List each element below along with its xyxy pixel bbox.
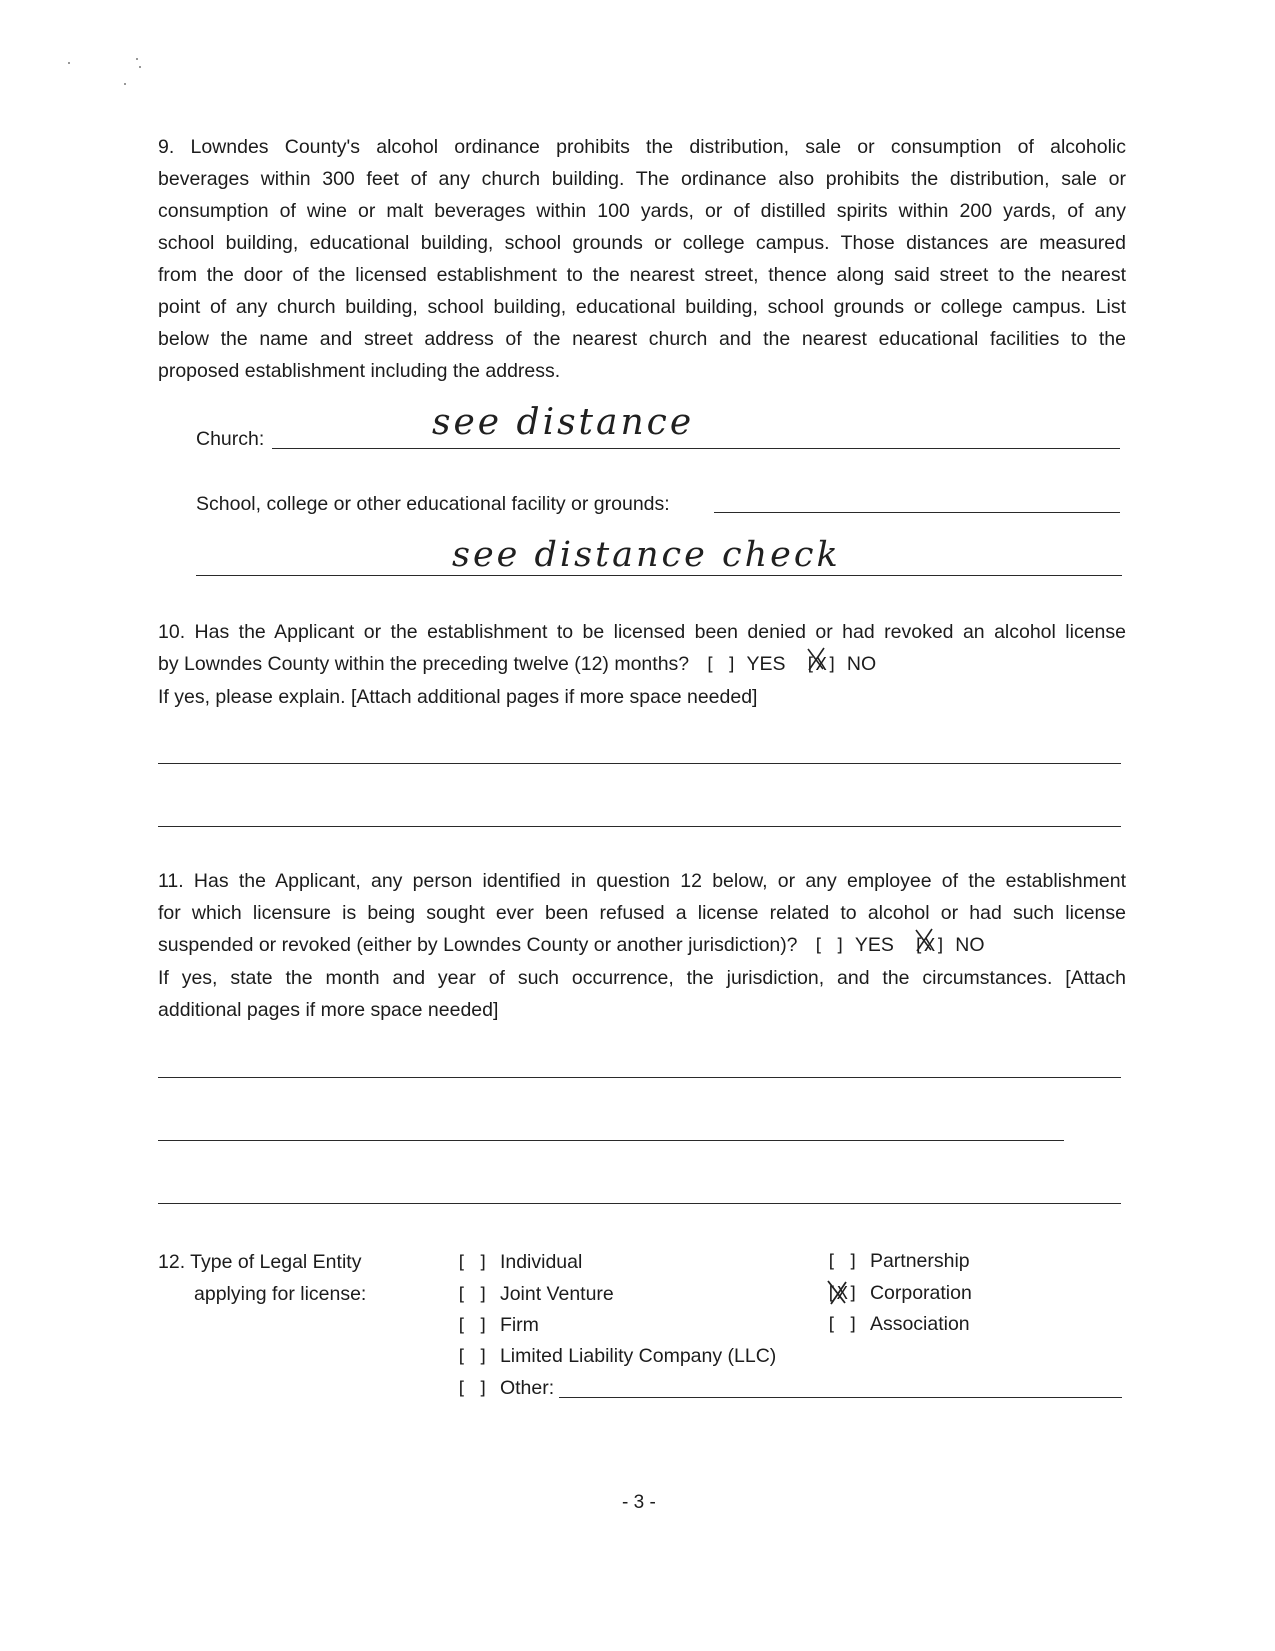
option-label: Individual [499,1251,583,1273]
q9-line: 9. Lowndes County's alcohol ordinance prohibits the distribution, sale or consumption of alcoholic [158,136,1126,158]
entity-option-individual[interactable] [456,1250,582,1275]
q11-answer-line-2[interactable] [158,1140,1064,1141]
q9-line: below the name and street address of the nearest church and the nearest educational facilities to the [158,328,1126,350]
q10-no-box-text: [X] [804,654,838,675]
q11-explain: additional pages if more space needed] [158,999,499,1021]
entity-option-other[interactable] [456,1376,554,1401]
question-9-text [158,131,1126,387]
question-10-text [158,616,1126,713]
x-mark-icon [803,645,829,673]
q10-line-with-checks [158,648,1126,681]
scan-speck [136,58,138,60]
q11-answer-line-3[interactable] [158,1203,1121,1204]
q10-no-checkbox-checked[interactable] [805,649,838,681]
q9-line: proposed establishment including the address. [158,360,561,382]
checkbox[interactable]: [ ] [456,1315,489,1336]
q11-yes-checkbox[interactable]: [ ] [812,935,846,956]
q9-line: consumption of wine or malt beverages within 100 yards, or of distilled spirits within 200 yards, of any [158,200,1126,222]
q11-no-label: NO [955,934,985,956]
checkbox[interactable]: [ ] [456,1284,489,1305]
entity-option-joint-venture[interactable] [456,1282,614,1307]
x-mark-icon [824,1278,850,1306]
checkbox[interactable]: [ ] [826,1314,859,1335]
q11-answer-line-1[interactable] [158,1077,1121,1078]
scan-speck [124,83,126,85]
q11-line: 11. Has the Applicant, any person identified in question 12 below, or any employee of the establishment [158,870,1126,892]
entity-option-llc[interactable] [456,1344,776,1369]
checkbox[interactable]: [ ] [456,1378,489,1399]
page-number: - 3 - [622,1492,656,1513]
church-answer-handwriting: see distance [432,402,695,443]
q11-explain: If yes, state the month and year of such occurrence, the jurisdiction, and the circumstances. [Attach [158,967,1126,989]
q10-question-end: by Lowndes County within the preceding twelve (12) months? [158,653,690,675]
checkbox[interactable]: [ ] [456,1346,489,1367]
entity-option-corporation[interactable] [826,1281,972,1306]
scan-speck [68,62,70,64]
q10-yes-checkbox[interactable]: [ ] [704,654,738,675]
school-answer-line-2[interactable] [196,575,1122,576]
option-label: Joint Venture [499,1283,614,1305]
other-entity-line[interactable] [559,1397,1122,1398]
checkbox-checked[interactable] [826,1282,859,1306]
scan-speck [139,66,141,68]
q10-yes-label: YES [746,653,786,675]
option-label: Limited Liability Company (LLC) [499,1345,777,1367]
q11-line: for which licensure is being sought ever been refused a license related to alcohol or had such license [158,902,1126,924]
q11-no-box-text: [X] [913,935,946,956]
school-answer-handwriting: see distance check [452,535,841,575]
option-label: Association [869,1313,970,1335]
checkbox[interactable]: [ ] [826,1251,859,1272]
q9-line: beverages within 300 feet of any church building. The ordinance also prohibits the distribution, sale or [158,168,1126,190]
option-label: Other: [499,1377,555,1399]
q10-answer-line-2[interactable] [158,826,1121,827]
question-11-text [158,865,1126,1026]
checkbox-text: [X] [826,1283,859,1304]
q10-explain: If yes, please explain. [Attach additional pages if more space needed] [158,686,758,708]
q9-line: point of any church building, school building, educational building, school grounds or college campus. List [158,296,1126,318]
q12-label-line-2: applying for license: [194,1283,367,1305]
entity-option-firm[interactable] [456,1313,539,1338]
q9-line: from the door of the licensed establishment to the nearest street, thence along said street to the nearest [158,264,1126,286]
q10-no-label: NO [846,653,877,675]
q11-no-checkbox-checked[interactable] [913,930,946,962]
checkbox[interactable]: [ ] [456,1252,489,1273]
option-label: Partnership [869,1250,970,1272]
q11-line-with-checks [158,929,1126,962]
entity-option-partnership[interactable] [826,1249,970,1274]
q11-yes-label: YES [854,934,894,956]
option-label: Corporation [869,1282,972,1304]
q10-answer-line-1[interactable] [158,763,1121,764]
x-mark-icon [911,926,937,954]
q9-line: school building, educational building, school grounds or college campus. Those distances are measured [158,232,1126,254]
q10-line: 10. Has the Applicant or the establishment to be licensed been denied or had revoked an alcohol license [158,621,1126,643]
q11-question-end: suspended or revoked (either by Lowndes County or another jurisdiction)? [158,934,798,956]
school-answer-line-1[interactable] [714,512,1120,513]
q12-label-line-1: 12. Type of Legal Entity [158,1251,362,1273]
church-answer-line[interactable] [272,448,1120,449]
church-label: Church: [196,428,265,450]
option-label: Firm [499,1314,539,1336]
entity-option-association[interactable] [826,1312,970,1337]
school-label: School, college or other educational facility or grounds: [196,493,670,515]
